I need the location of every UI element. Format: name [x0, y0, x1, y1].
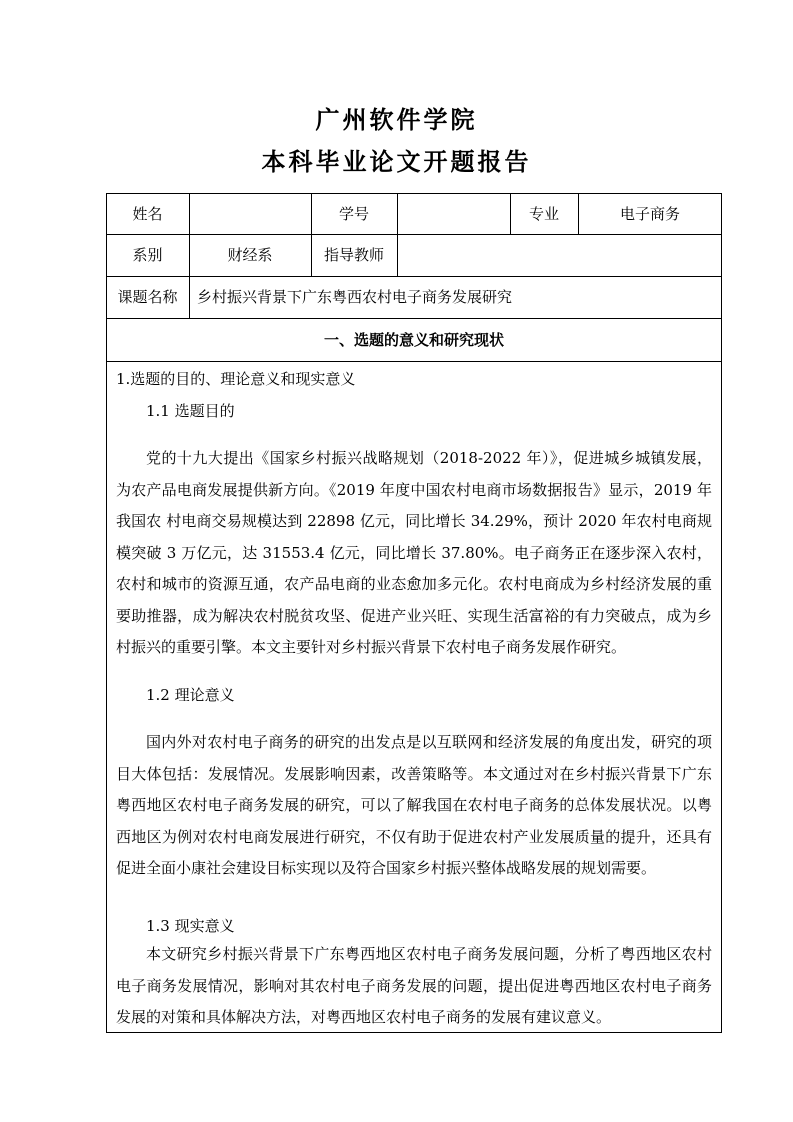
item-heading: 1.选题的目的、理论意义和现实意义 [116, 370, 356, 388]
student-id-label: 学号 [338, 205, 369, 223]
student-id-value[interactable] [397, 204, 510, 224]
topic-value: 乡村振兴背景下广东粤西农村电子商务发展研究 [197, 288, 513, 306]
major-value: 电子商务 [619, 205, 680, 223]
advisor-value[interactable] [397, 245, 722, 265]
department-value: 财经系 [227, 246, 273, 264]
row-divider [106, 234, 722, 235]
name-label: 姓名 [132, 205, 163, 223]
row-divider [106, 361, 722, 362]
school-title: 广州软件学院 [315, 106, 478, 134]
paragraph-purpose: 党的十九大提出《国家乡村振兴战略规划（2018-2022 年）》，促进城乡城镇发展，为农产品电商发展提供新方向。《2019 年度中国农村电商市场数据报告》显示，2019 年我国农 村电商交易规模达到 22898 亿元，同比增长 34.29%，预计 2020 年农村电商规模突破 3 万亿元，达 31553.4 亿元，同比增长 37.80%。电子商务正在逐步深入农村，农村和城市的资源互通，农产品电商的业态愈加多元化。农村电商成为乡村经济发展的重要助推器，成为解决农村脱贫攻坚、促进产业兴旺、实现生活富裕的有力突破点，成为乡村振兴的重要引擎。本文主要针对乡村振兴背景下农村电子商务发展作研究。 [116, 449, 712, 656]
row-divider [106, 318, 722, 319]
report-title: 本科毕业论文开题报告 [261, 148, 532, 176]
topic-label: 课题名称 [117, 288, 178, 306]
subheading-theory: 1.2 理论意义 [146, 686, 235, 704]
major-label: 专业 [528, 205, 559, 223]
paragraph-theory: 国内外对农村电子商务的研究的出发点是以互联网和经济发展的角度出发，研究的项目大体包括：发展情况。发展影响因素，改善策略等。本文通过对在乡村振兴背景下广东粤西地区农村电子商务发展的研究，可以了解我国在农村电子商务的总体发展状况。以粤西地区为例对农村电商发展进行研究，不仅有助于促进农村产业发展质量的提升，还具有促进全面小康社会建设目标实现以及符合国家乡村振兴整体战略发展的规划需要。 [116, 733, 712, 877]
paragraph-practice: 本文研究乡村振兴背景下广东粤西地区农村电子商务发展问题，分析了粤西地区农村电子商务发展情况，影响对其农村电子商务发展的问题，提出促进粤西地区农村电子商务发展的对策和具体解决方法，对粤西地区农村电子商务的发展有建议意义。 [116, 945, 712, 1026]
row-divider [106, 276, 722, 277]
department-label: 系别 [132, 246, 163, 264]
name-value[interactable] [189, 204, 311, 224]
section-heading: 一、选题的意义和研究现状 [323, 331, 504, 349]
subheading-practice: 1.3 现实意义 [146, 917, 235, 935]
subheading-purpose: 1.1 选题目的 [146, 402, 235, 420]
advisor-label: 指导教师 [323, 246, 384, 264]
